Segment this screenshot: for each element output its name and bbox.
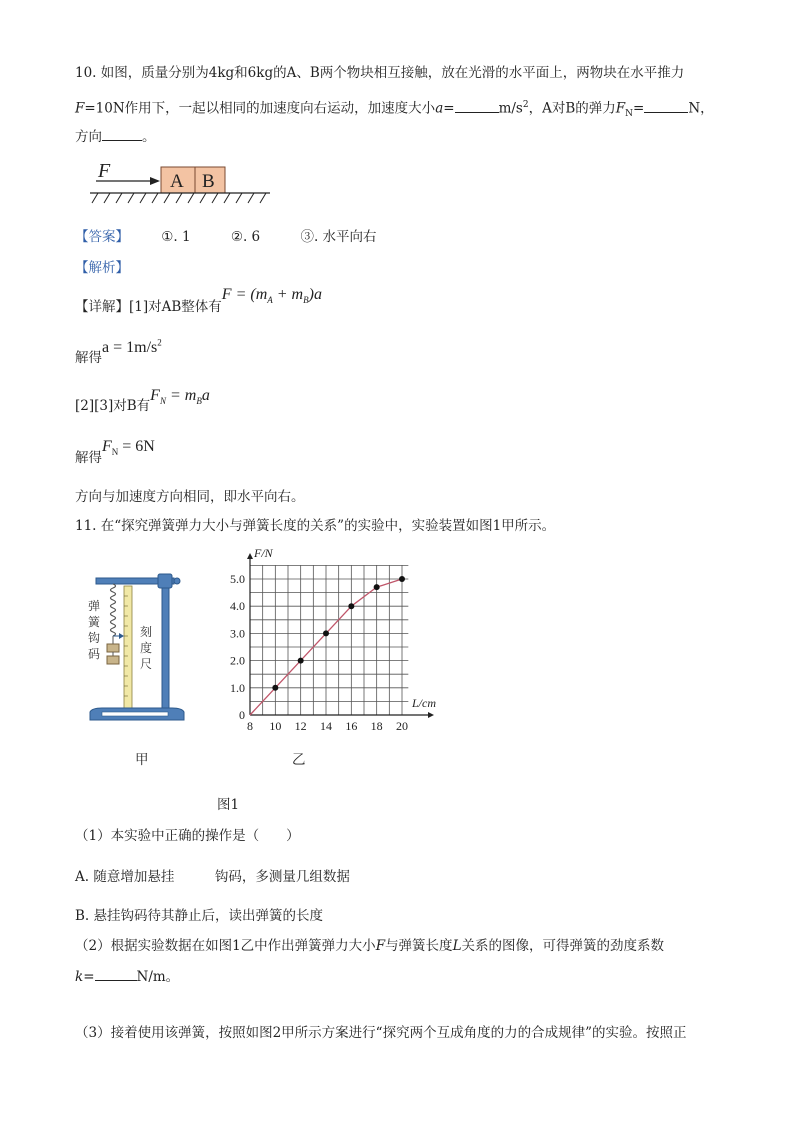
q11-intro: 11. 在“探究弹簧弹力大小与弹簧长度的关系”的实验中，实验装置如图1甲所示。 [75, 518, 556, 534]
answer-line [75, 227, 377, 247]
x-tick-label: 14 [320, 719, 332, 733]
ground-hatching [92, 193, 266, 203]
x-tick-label: 8 [247, 719, 253, 733]
detail-line2: 解得$a = 1m/s^2$ [75, 337, 162, 366]
ruler [124, 586, 132, 712]
detail-line4: 解得$F_N = 6N$ [75, 438, 155, 466]
y-axis-arrow [247, 553, 253, 559]
q11-part2: （2）根据实验数据在如图1乙中作出弹簧弹力大小F与弹簧长度L关系的图像，可得弹簧的劲度系数 [75, 938, 665, 954]
y-tick-label: 1.0 [230, 680, 245, 695]
q10-line1: 10. 如图，质量分别为4kg和6kg的A、B两个物块相互接触，放在光滑的水平面上，两物块在水平推力 [75, 65, 685, 81]
data-point [323, 630, 329, 636]
blank-spring-constant[interactable] [95, 980, 137, 981]
x-tick-label: 12 [294, 719, 307, 733]
base-slot [102, 712, 168, 716]
apparatus-figure [82, 570, 187, 730]
answer-item-1: ①. 1 [161, 229, 191, 245]
x-tick-label: 10 [269, 719, 282, 733]
block-a-label: A [170, 171, 184, 192]
clamp [158, 574, 172, 588]
spring-label-2: 簧 [88, 615, 101, 629]
q10-line2: F=10N作用下，一起以相同的加速度向右运动，加速度大小$a= m/s^2$，A对B的弹力$F_N= N$， [75, 100, 714, 120]
data-point [272, 685, 278, 691]
ruler-label-3: 尺 [140, 657, 153, 671]
answer-item-3: ③. 水平向右 [300, 229, 377, 245]
clamp-knob [174, 578, 180, 584]
pointer-head [119, 633, 124, 639]
y-axis-label: F/N [254, 546, 273, 560]
x-tick-label: 16 [345, 719, 358, 733]
q11-option-a[interactable]: A. 随意增加悬挂 钩码，多测量几组数据 [75, 869, 350, 885]
x-tick-label: 18 [370, 719, 383, 733]
stand-pole [162, 584, 169, 712]
apparatus-caption: 甲 [135, 752, 149, 768]
figure-caption: 图1 [217, 797, 240, 813]
spring [111, 584, 116, 636]
spring-force-chart [225, 540, 470, 740]
ruler-label-1: 刻 [140, 625, 153, 639]
detail-line3: [2][3]对B有$F_N = m_Ba$ [75, 387, 210, 414]
blank-normal-force[interactable] [644, 112, 688, 113]
data-point [298, 658, 304, 664]
spring-label-1: 弹 [88, 599, 101, 613]
q11-option-b[interactable]: B. 悬挂钩码待其静止后，读出弹簧的长度 [75, 908, 324, 924]
detail-line5: 方向与加速度方向相同，即水平向右。 [75, 489, 305, 505]
force-label: F [98, 160, 111, 182]
x-axis-arrow [428, 712, 434, 718]
blank-acceleration[interactable] [455, 112, 499, 113]
chart-caption: 乙 [292, 752, 306, 768]
spring-label-4: 码 [88, 647, 101, 661]
y-tick-label: 4.0 [230, 599, 245, 614]
weight-2 [107, 656, 119, 664]
detail-line1: 【详解】[1]对AB整体有$F = (m_A + m_B)a$ [75, 286, 322, 315]
analysis-tag: 【解析】 [75, 260, 129, 276]
data-point [348, 603, 354, 609]
weight-1 [107, 644, 119, 652]
data-point [399, 576, 405, 582]
force-arrow-head [150, 177, 160, 185]
blocks-figure [88, 158, 274, 208]
q11-part2-answer: k= N/m。 [75, 969, 180, 985]
y-tick-label: 0 [239, 708, 245, 722]
y-tick-label: 3.0 [230, 626, 245, 641]
answer-tag: 【答案】 [75, 229, 129, 245]
x-tick-label: 20 [396, 719, 408, 733]
y-tick-label: 5.0 [230, 572, 245, 586]
data-point [374, 584, 380, 590]
answer-item-2: ②. 6 [230, 229, 261, 245]
block-b-label: B [202, 171, 215, 192]
q10-line3: 方向 。 [75, 129, 156, 145]
ruler-label-2: 度 [140, 641, 153, 655]
blank-direction[interactable] [102, 140, 142, 141]
q11-part1: （1）本实验中正确的操作是（ ） [75, 828, 300, 844]
x-axis-label: L/cm [412, 696, 436, 710]
q11-part3: （3）接着使用该弹簧，按照如图2甲所示方案进行“探究两个互成角度的力的合成规律”的实验。按照正 [75, 1025, 687, 1041]
spring-label-3: 钩 [88, 631, 101, 645]
y-tick-label: 2.0 [230, 653, 245, 668]
